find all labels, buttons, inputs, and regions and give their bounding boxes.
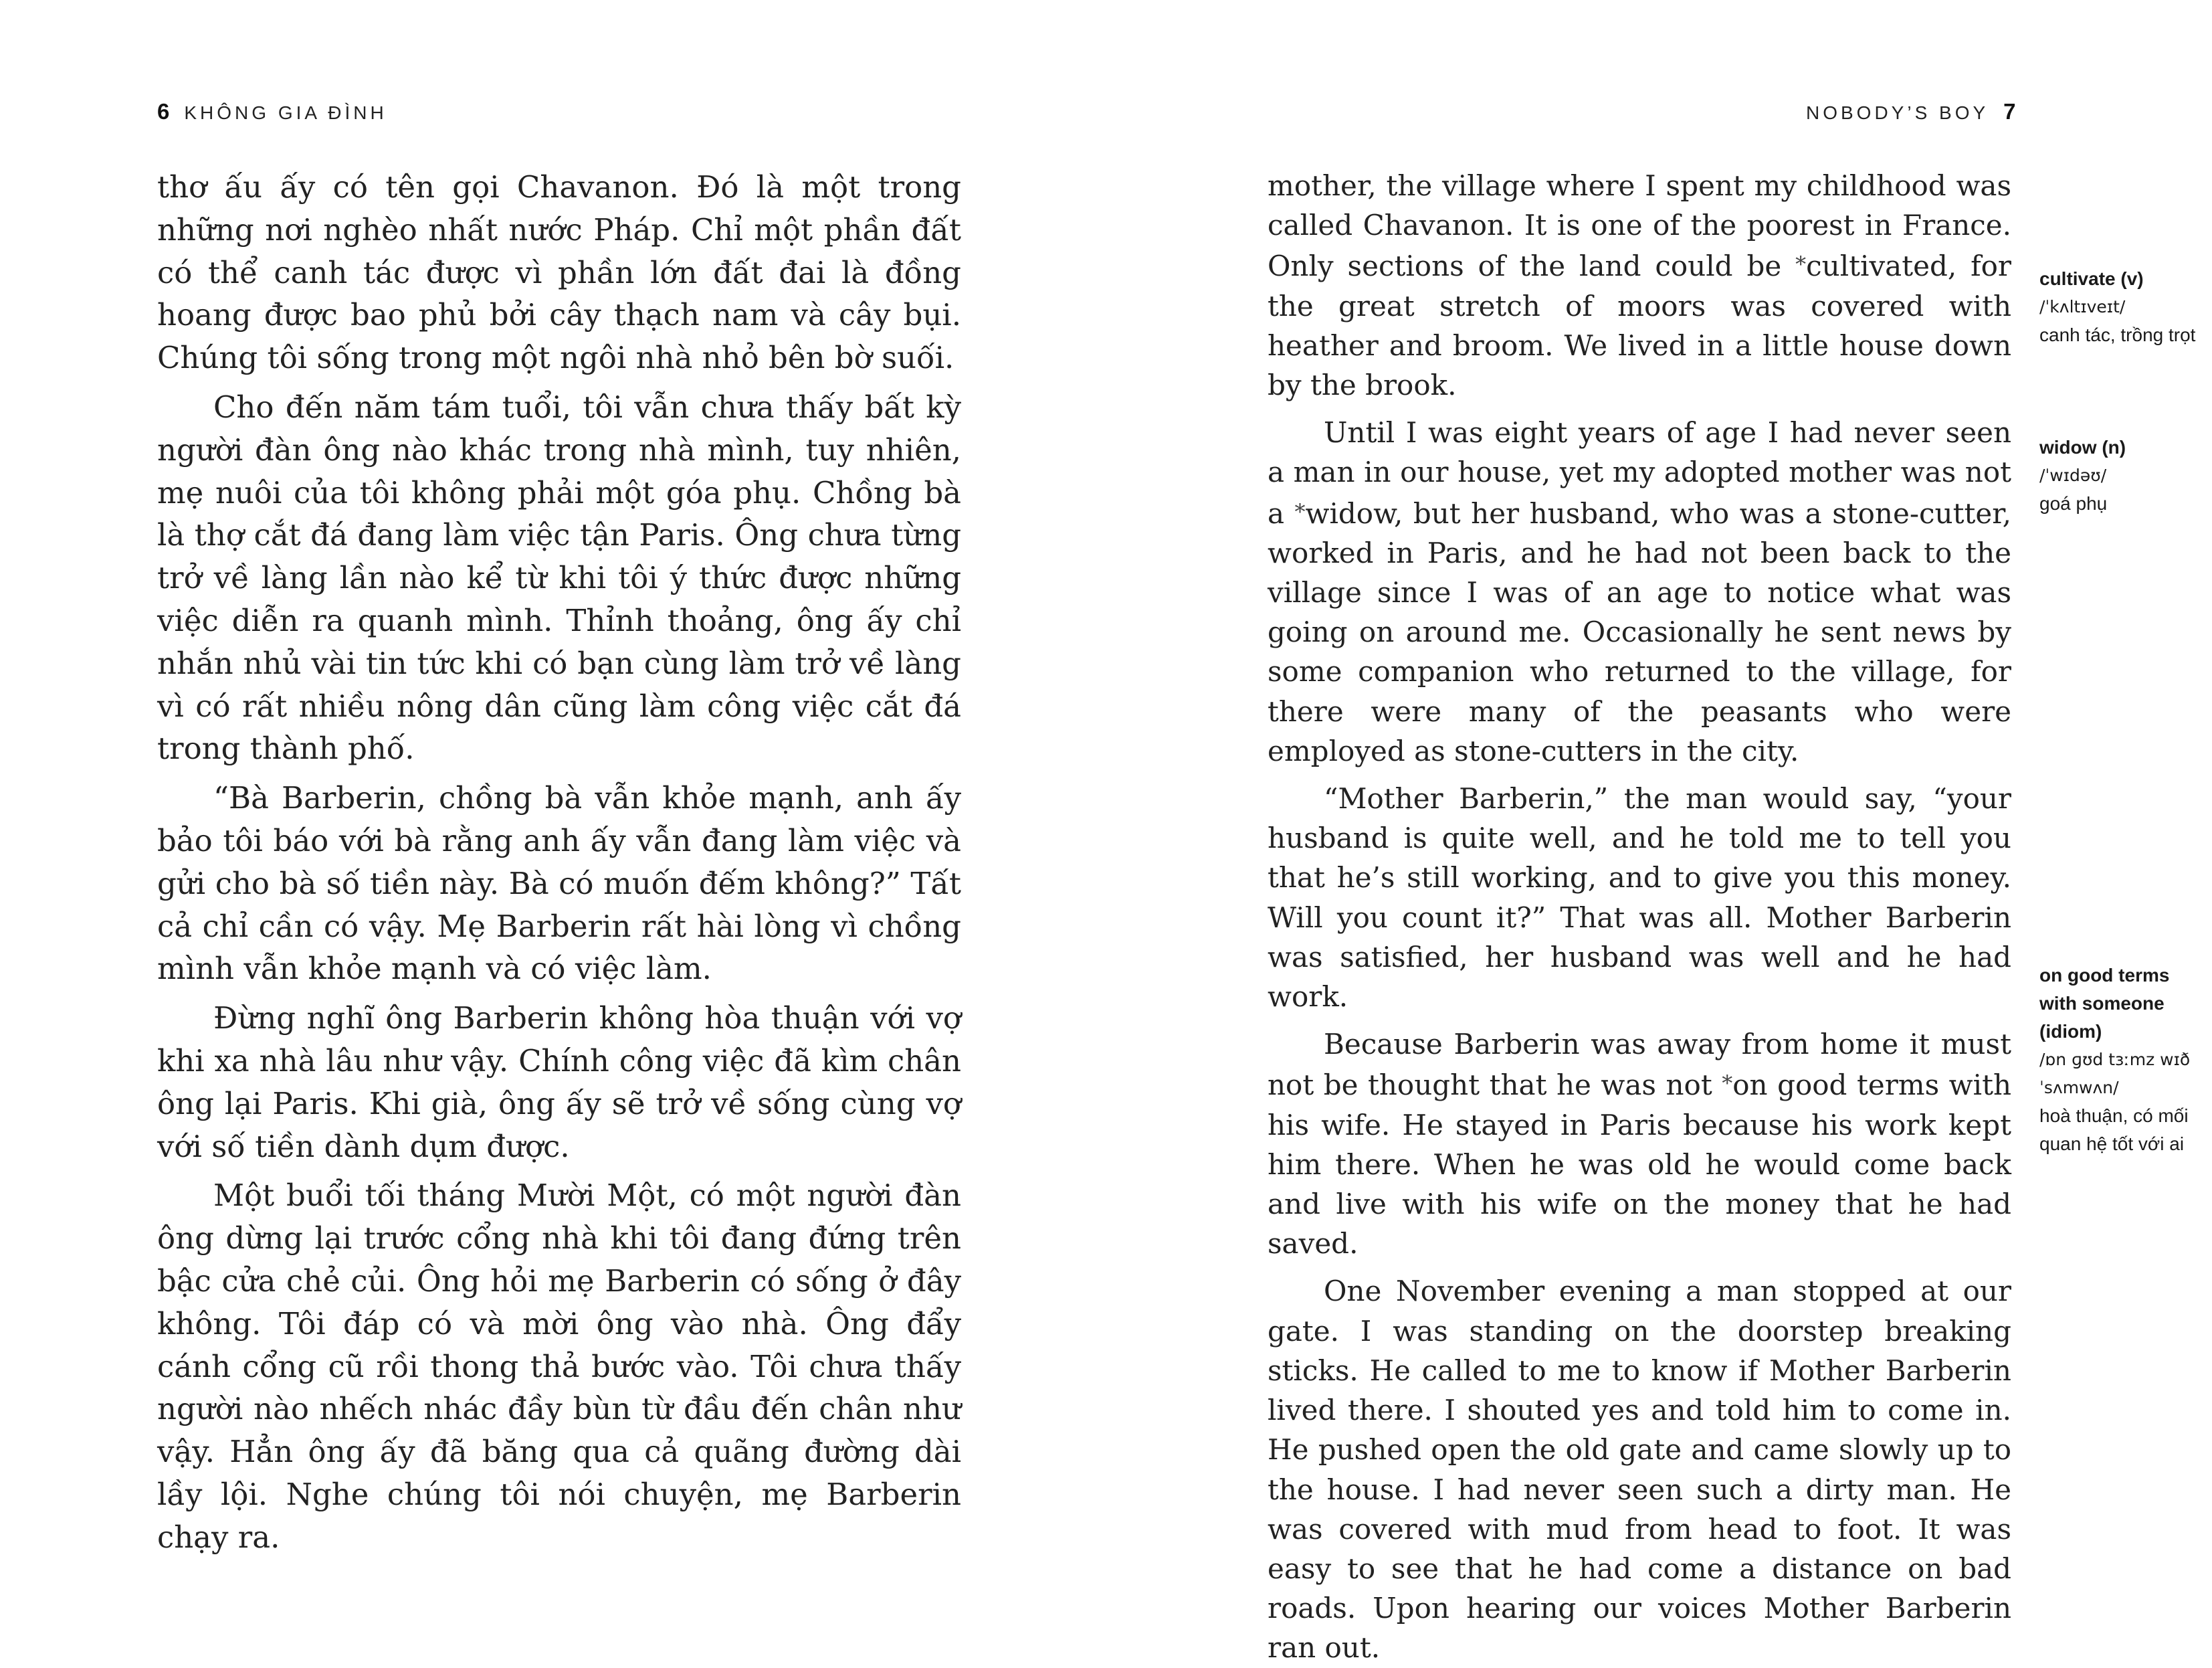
glossary-word-widow: widow [1305, 496, 1395, 530]
text-run: Because Barberin was away from home it must not be thought that he was not [1268, 1028, 2011, 1102]
glossary-term: cultivate (v) [2039, 268, 2144, 289]
right-book-title: NOBODY’S BOY [1806, 102, 1989, 123]
glossary-ipa: /ˈwɪdəʊ/ [2039, 466, 2107, 485]
glossary-marker: * [1795, 252, 1807, 278]
right-paragraph-4 [1268, 1024, 2011, 1263]
text-run: mother, the village where I spent my childhood was called Chavanon. It is one of the poorest in France. Only sections of the land could be [1268, 169, 2011, 283]
glossary-meaning: hoà thuận, có mối quan hệ tốt với ai [2039, 1105, 2189, 1154]
glossary-term: widow (n) [2039, 437, 2126, 458]
glossary-term: on good terms with someone (idiom) [2039, 965, 2170, 1042]
left-book-title: KHÔNG GIA ĐÌNH [184, 102, 387, 123]
right-paragraph-2 [1268, 413, 2011, 771]
glossary-entry-widow [2039, 434, 2197, 518]
left-paragraph-4: Đừng nghĩ ông Barberin không hòa thuận với vợ khi xa nhà lâu như vậy. Chính công việc đã kìm chân ông lại Paris. Khi già, ông ấy sẽ trở về sống cùng vợ với số tiền dành dụm được. [157, 1000, 961, 1164]
right-page-header [1806, 99, 2016, 124]
glossary-marker: * [1294, 498, 1306, 525]
left-paragraph-1: thơ ấu ấy có tên gọi Chavanon. Đó là một trong những nơi nghèo nhất nước Pháp. Chỉ một phần đất có thể canh tác được vì phần lớn đất đai là đồng hoang được bao phủ bởi cây thạch nam và cây bụi. Chúng tôi sống trong một ngôi nhà nhỏ bên bờ suối. [157, 169, 961, 376]
left-page-number: 6 [157, 99, 170, 124]
left-page-header [157, 99, 387, 124]
left-page-text [157, 166, 961, 1559]
text-run: , but her husband, who was a stone-cutter, worked in Paris, and he had not been back to the village since I was of an age to notice what was going on around me. Occasionally he sent news by some companion who returned to the village, for there were many of the peasants who were employed as stone-cutters in the city. [1268, 496, 2012, 767]
glossary-ipa: /ɒn ɡʊd tɜːmz wɪð ˈsʌmwʌn/ [2039, 1050, 2191, 1097]
glossary-ipa: /ˈkʌltɪveɪt/ [2039, 297, 2126, 316]
glossary-marker: * [1722, 1071, 1733, 1097]
text-run: , for the great stretch of moors was covered with heather and broom. We lived in a little house down by the brook. [1268, 250, 2012, 402]
glossary-meaning: goá phụ [2039, 493, 2108, 514]
glossary-meaning: canh tác, trồng trọt [2039, 325, 2196, 345]
text-run: Until I was eight years of age I had never seen a man in our house, yet my adopted mother was not a [1268, 416, 2011, 530]
right-paragraph-3: “Mother Barberin,” the man would say, “your husband is quite well, and he told me to tell you that he’s still working, and to give you this money. Will you count it?” That was all. Mother Barberin was satisfied, her husband was well and he had work. [1268, 782, 2011, 1014]
left-paragraph-2: Cho đến năm tám tuổi, tôi vẫn chưa thấy bất kỳ người đàn ông nào khác trong nhà mình, tuy nhiên, mẹ nuôi của tôi không phải một góa phụ. Chồng bà là thợ cắt đá đang làm việc tận Paris. Ông chưa từng trở về làng lần nào kể từ khi tôi ý thức được những việc diễn ra quanh mình. Thỉnh thoảng, ông ấy chỉ nhắn nhủ vài tin tức khi có bạn cùng làm trở về làng vì có rất nhiều nông dân cũng làm công việc cắt đá trong thành phố. [157, 389, 961, 767]
glossary-entry-on-good-terms [2039, 961, 2197, 1158]
right-paragraph-1 [1268, 166, 2011, 405]
left-paragraph-5: Một buổi tối tháng Mười Một, có một người đàn ông dừng lại trước cổng nhà khi tôi đang đứng trên bậc cửa chẻ củi. Ông hỏi mẹ Barberin có sống ở đây không. Tôi đáp có và mời ông vào nhà. Ông đẩy cánh cổng cũ rồi thong thả bước vào. Tôi chưa thấy người nào nhếch nhác đầy bùn từ đầu đến chân như vậy. Hẳn ông ấy đã băng qua cả quãng đường dài lầy lội. Nghe chúng tôi nói chuyện, mẹ Barberin chạy ra. [157, 1178, 961, 1555]
left-paragraph-3: “Bà Barberin, chồng bà vẫn khỏe mạnh, anh ấy bảo tôi báo với bà rằng anh ấy vẫn đang làm việc và gửi cho bà số tiền này. Bà có muốn đếm không?” Tất cả chỉ cần có vậy. Mẹ Barberin rất hài lòng vì chồng mình vẫn khỏe mạnh và có việc làm. [157, 780, 961, 987]
right-paragraph-5: One November evening a man stopped at our gate. I was standing on the doorstep breaking sticks. He called to me to know if Mother Barberin lived there. I shouted yes and told him to come in. He pushed open the old gate and came slowly up to the house. I had never seen such a dirty man. He was covered with mud from head to foot. It was easy to see that he had come a distance on bad roads. Upon hearing our voices Mother Barberin ran out. [1268, 1275, 2011, 1665]
right-page-text [1268, 166, 2011, 1668]
glossary-entry-cultivate [2039, 265, 2197, 349]
glossary-word-on-good-terms: on good terms with [1732, 1069, 2011, 1102]
glossary-word-cultivated: cultivated [1806, 250, 1948, 283]
text-run: his wife. He stayed in Paris because his work kept him there. When he was old he would come back and live with his wife on the money that he had saved. [1268, 1108, 2011, 1261]
right-page-number: 7 [2003, 99, 2016, 124]
